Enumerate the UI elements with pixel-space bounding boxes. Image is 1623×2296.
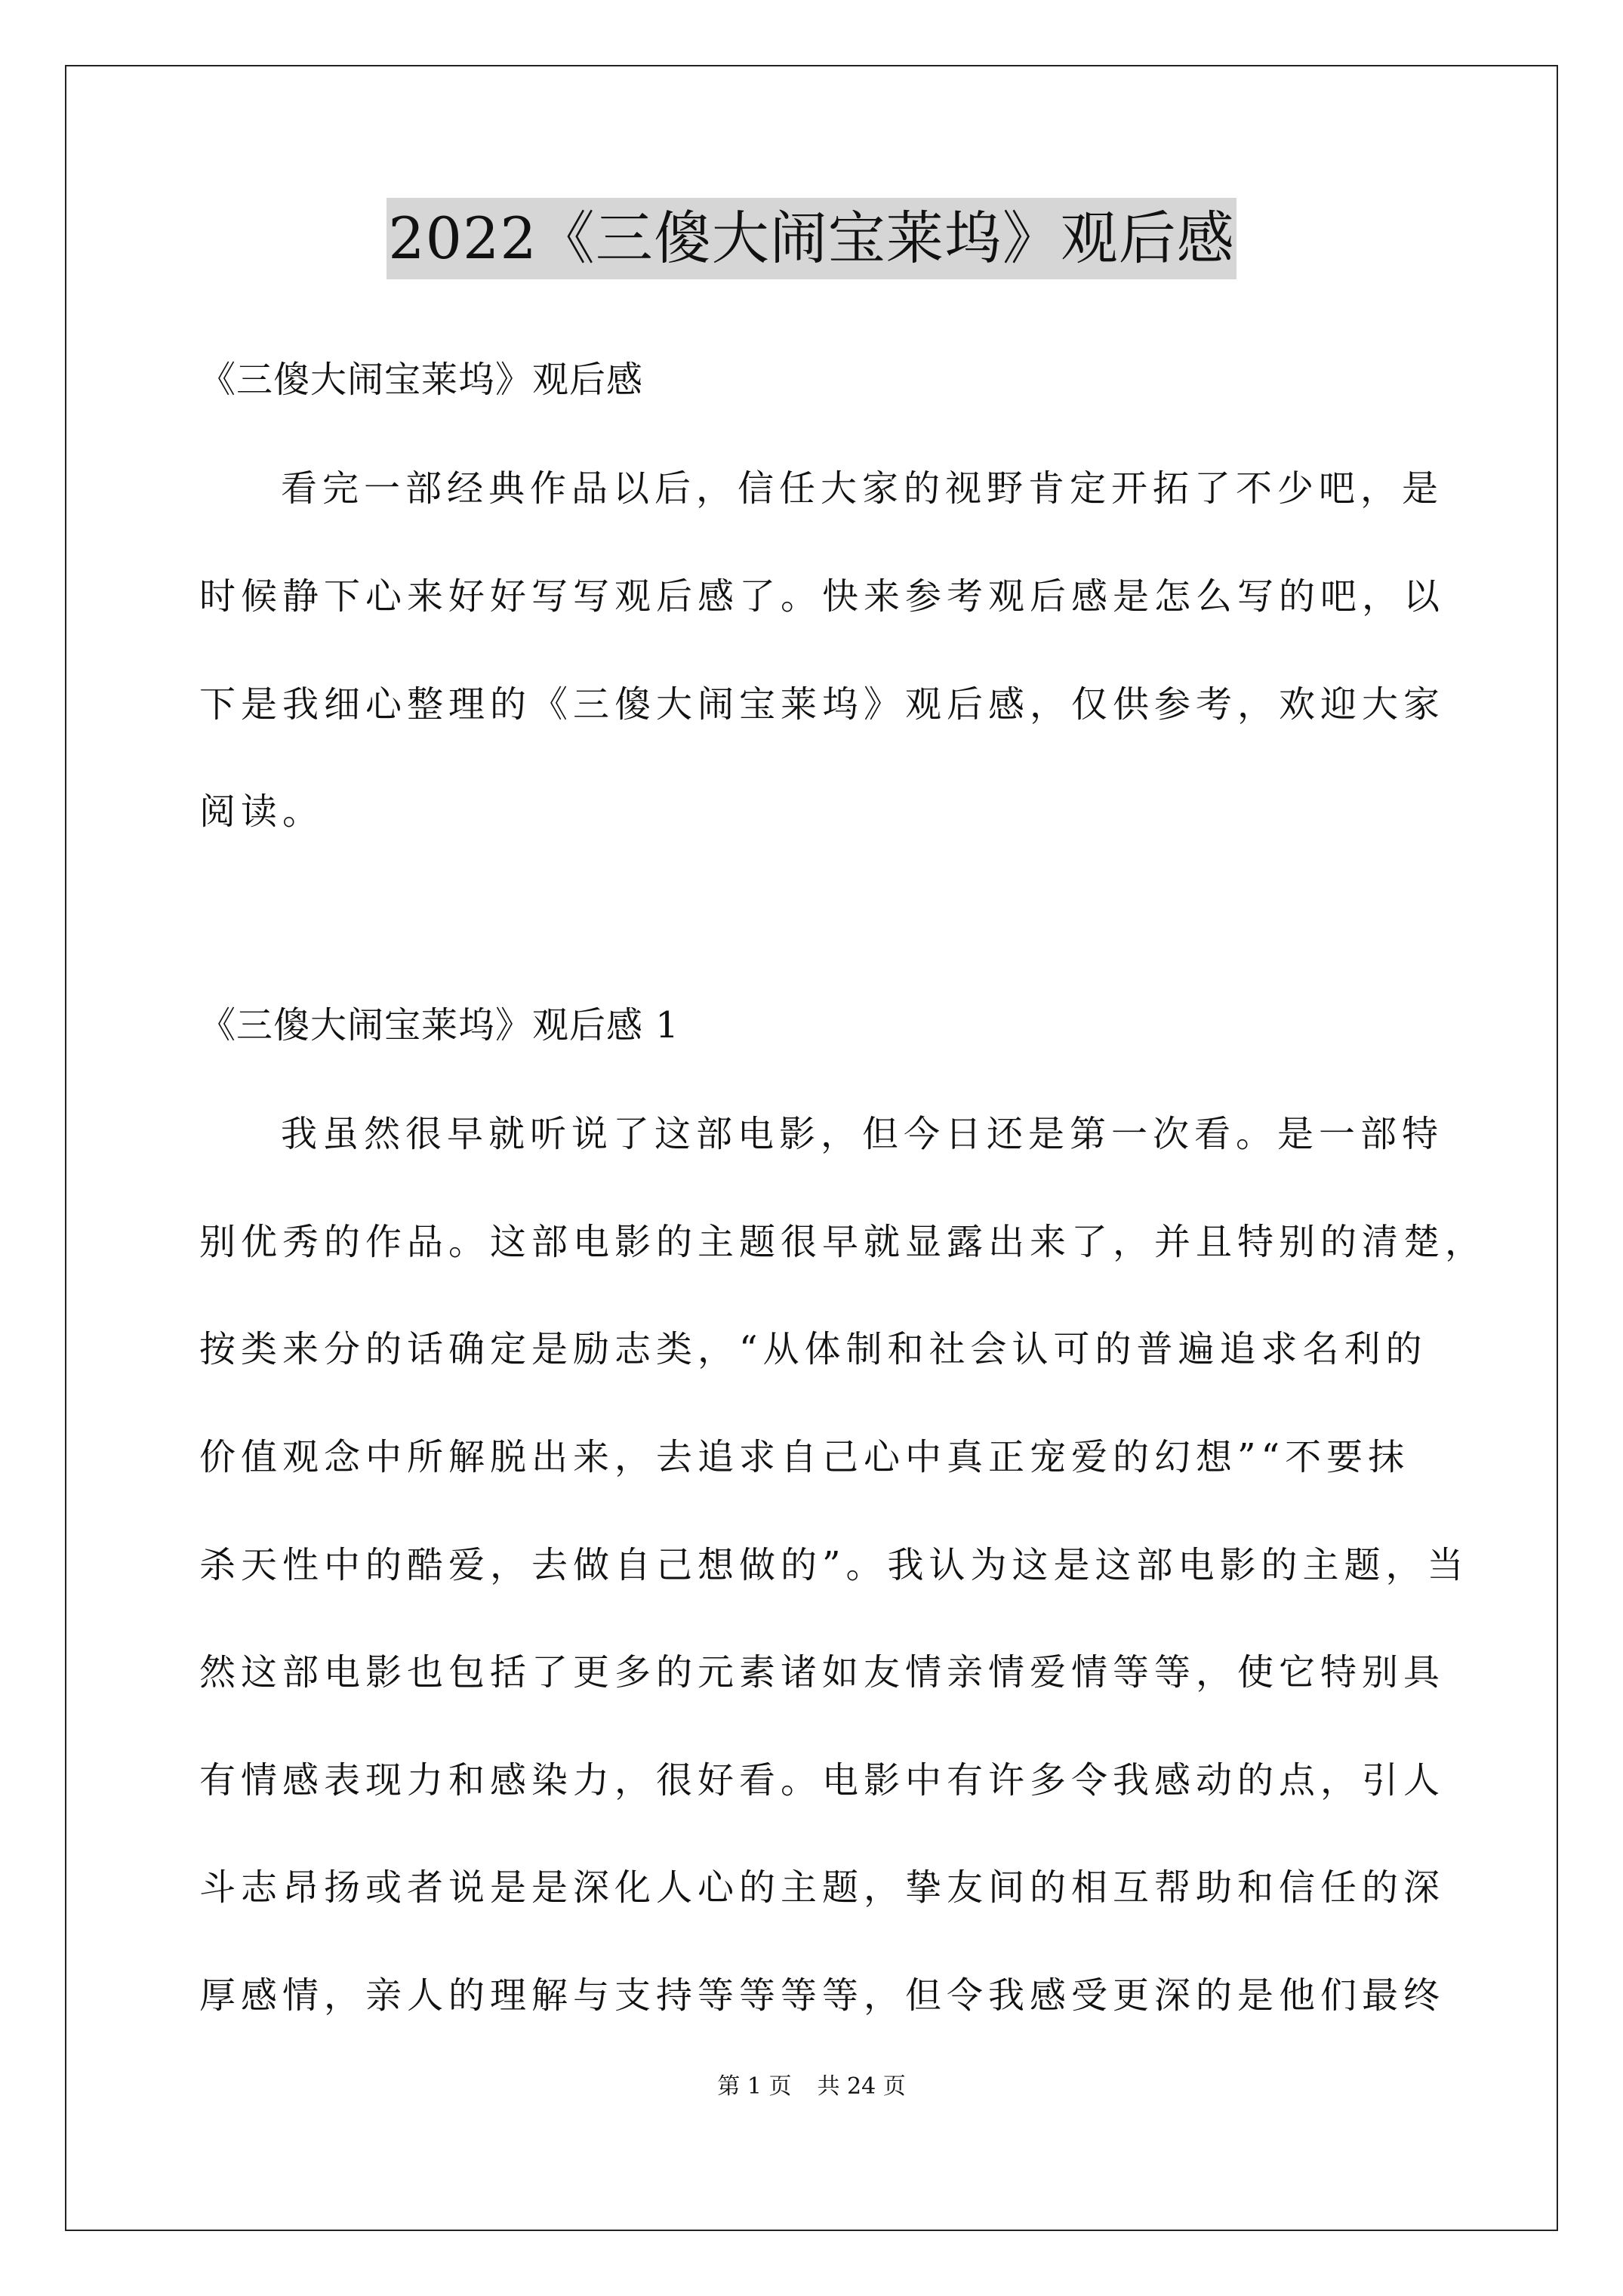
paragraph-line: 看完一部经典作品以后，信任大家的视野肯定开拓了不少吧，是 [281, 467, 1444, 510]
paragraph-line: 时候静下心来好好写写观后感了。快来参考观后感是怎么写的吧，以 [199, 575, 1446, 618]
paragraph-line: 阅读。 [199, 791, 325, 833]
paragraph-line: 斗志昂扬或者说是是深化人心的主题，挚友间的相互帮助和信任的深 [199, 1866, 1446, 1909]
paragraph-line: 别优秀的作品。这部电影的主题很早就显露出来了，并且特别的清楚， [199, 1221, 1487, 1263]
paragraph-line: 有情感表现力和感染力，很好看。电影中有许多令我感动的点，引人 [199, 1759, 1446, 1801]
paragraph-line: 然这部电影也包括了更多的元素诸如友情亲情爱情等等，使它特别具 [199, 1651, 1446, 1693]
paragraph-line: 厚感情，亲人的理解与支持等等等等，但令我感受更深的是他们最终 [199, 1974, 1446, 2017]
paragraph-line: 我虽然很早就听说了这部电影，但今日还是第一次看。是一部特 [281, 1113, 1444, 1155]
page-total: 共 24 页 [817, 2073, 906, 2100]
page-number: 第 1 页 [717, 2073, 792, 2100]
paragraph-line: 按类来分的话确定是励志类，“从体制和社会认可的普遍追求名利的 [199, 1328, 1427, 1370]
subtitle: 《三傻大闹宝莱坞》观后感 [199, 359, 644, 401]
paragraph-line: 价值观念中所解脱出来，去追求自己心中真正宠爱的幻想”“不要抹 [199, 1436, 1410, 1478]
title-container [0, 198, 1623, 279]
page-footer [0, 2072, 1623, 2102]
document-title: 2022《三傻大闹宝莱坞》观后感 [387, 198, 1236, 279]
paragraph-line: 杀天性中的酷爱，去做自己想做的”。我认为这是这部电影的主题，当 [199, 1544, 1469, 1586]
section-heading: 《三傻大闹宝莱坞》观后感 1 [199, 1004, 679, 1046]
paragraph-line: 下是我细心整理的《三傻大闹宝莱坞》观后感，仅供参考，欢迎大家 [199, 683, 1446, 726]
